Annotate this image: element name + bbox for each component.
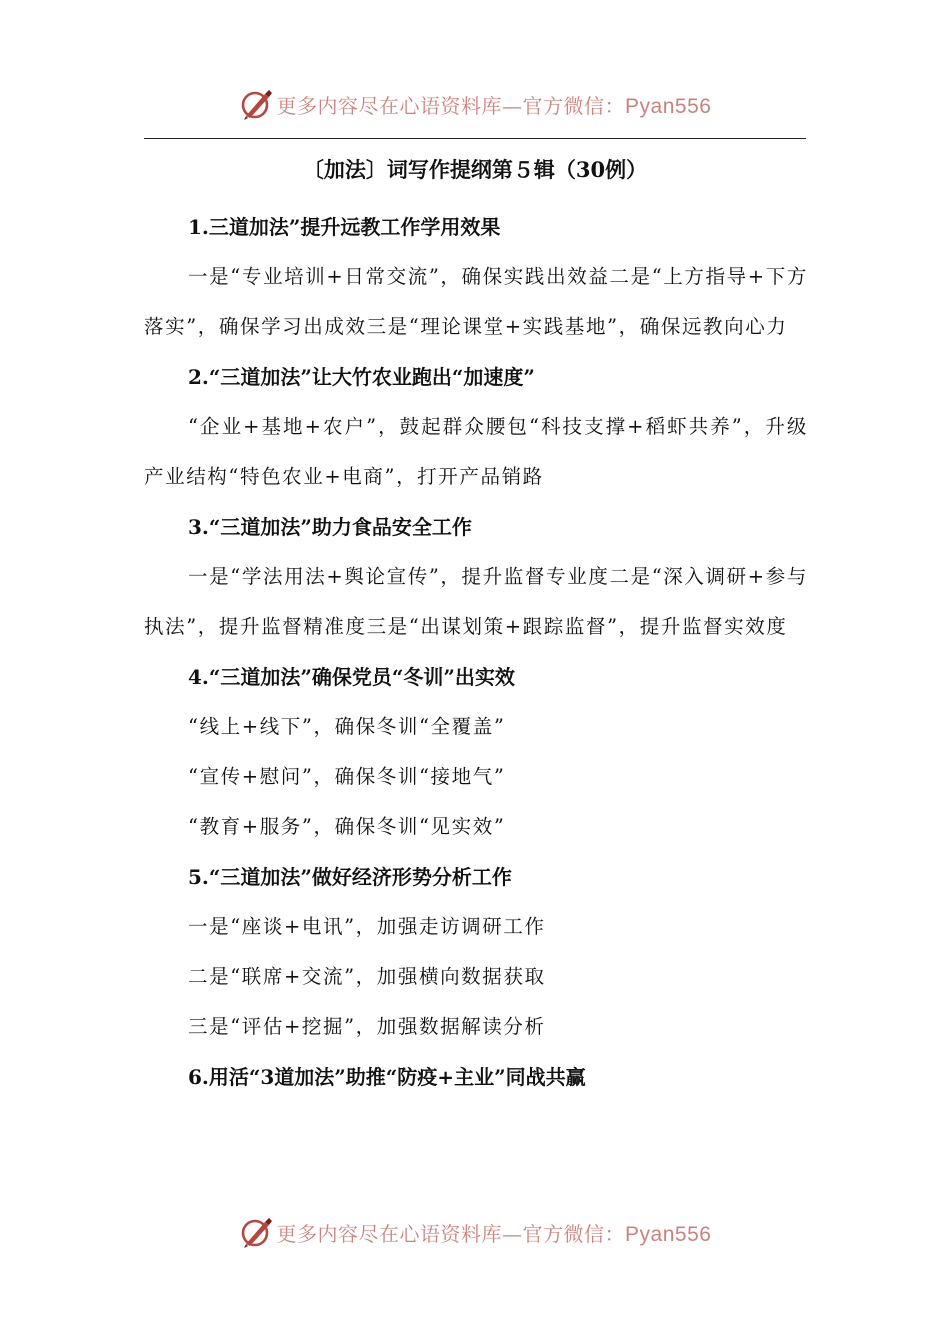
section-paragraph: 一是“专业培训+日常交流”，确保实践出效益二是“上方指导+下方落实”，确保学习出成效三是“理论课堂+实践基地”，确保远教向心力 <box>144 265 808 338</box>
section-line: 三是“评估+挖掘”，加强数据解读分析 <box>188 1015 546 1038</box>
section-line: 一是“座谈+电讯”，加强走访调研工作 <box>188 915 546 938</box>
section-paragraph: 一是“学法用法+舆论宣传”，提升监督专业度二是“深入调研+参与执法”，提升监督精准度三是“出谋划策+跟踪监督”，提升监督实效度 <box>144 565 808 638</box>
header-divider <box>144 138 806 139</box>
section-heading: 4.“三道加法”确保党员“冬训”出实效 <box>188 665 515 689</box>
section-heading: 5.“三道加法”做好经济形势分析工作 <box>188 865 512 889</box>
footer-watermark-banner <box>0 1212 950 1252</box>
watermark-text: 更多内容尽在心语资料库—官方微信：Pyan556 <box>276 93 712 118</box>
section-heading: 2.“三道加法”让大竹农业跑出“加速度” <box>188 365 535 389</box>
watermark-text: 更多内容尽在心语资料库—官方微信：Pyan556 <box>276 1221 712 1246</box>
section-line: “宣传+慰问”，确保冬训“接地气” <box>188 765 506 788</box>
pen-logo-icon <box>239 87 273 121</box>
document-body <box>144 202 808 1102</box>
section-heading: 6.用活“3道加法”助推“防疫+主业”同战共赢 <box>188 1065 586 1089</box>
section-heading: 3.“三道加法”助力食品安全工作 <box>188 515 472 539</box>
header-watermark-banner <box>0 84 950 124</box>
section-line: “教育+服务”，确保冬训“见实效” <box>188 815 506 838</box>
section-line: “线上+线下”，确保冬训“全覆盖” <box>188 715 506 738</box>
section-line: 二是“联席+交流”，加强横向数据获取 <box>188 965 546 988</box>
section-heading: 1.三道加法”提升远教工作学用效果 <box>188 215 501 239</box>
pen-logo-icon <box>239 1215 273 1249</box>
section-paragraph: “企业+基地+农户”，鼓起群众腰包“科技支撑+稻虾共养”，升级产业结构“特色农业+电商”，打开产品销路 <box>144 415 808 488</box>
document-title: 〔加法〕词写作提纲第５辑（30例） <box>302 157 648 182</box>
